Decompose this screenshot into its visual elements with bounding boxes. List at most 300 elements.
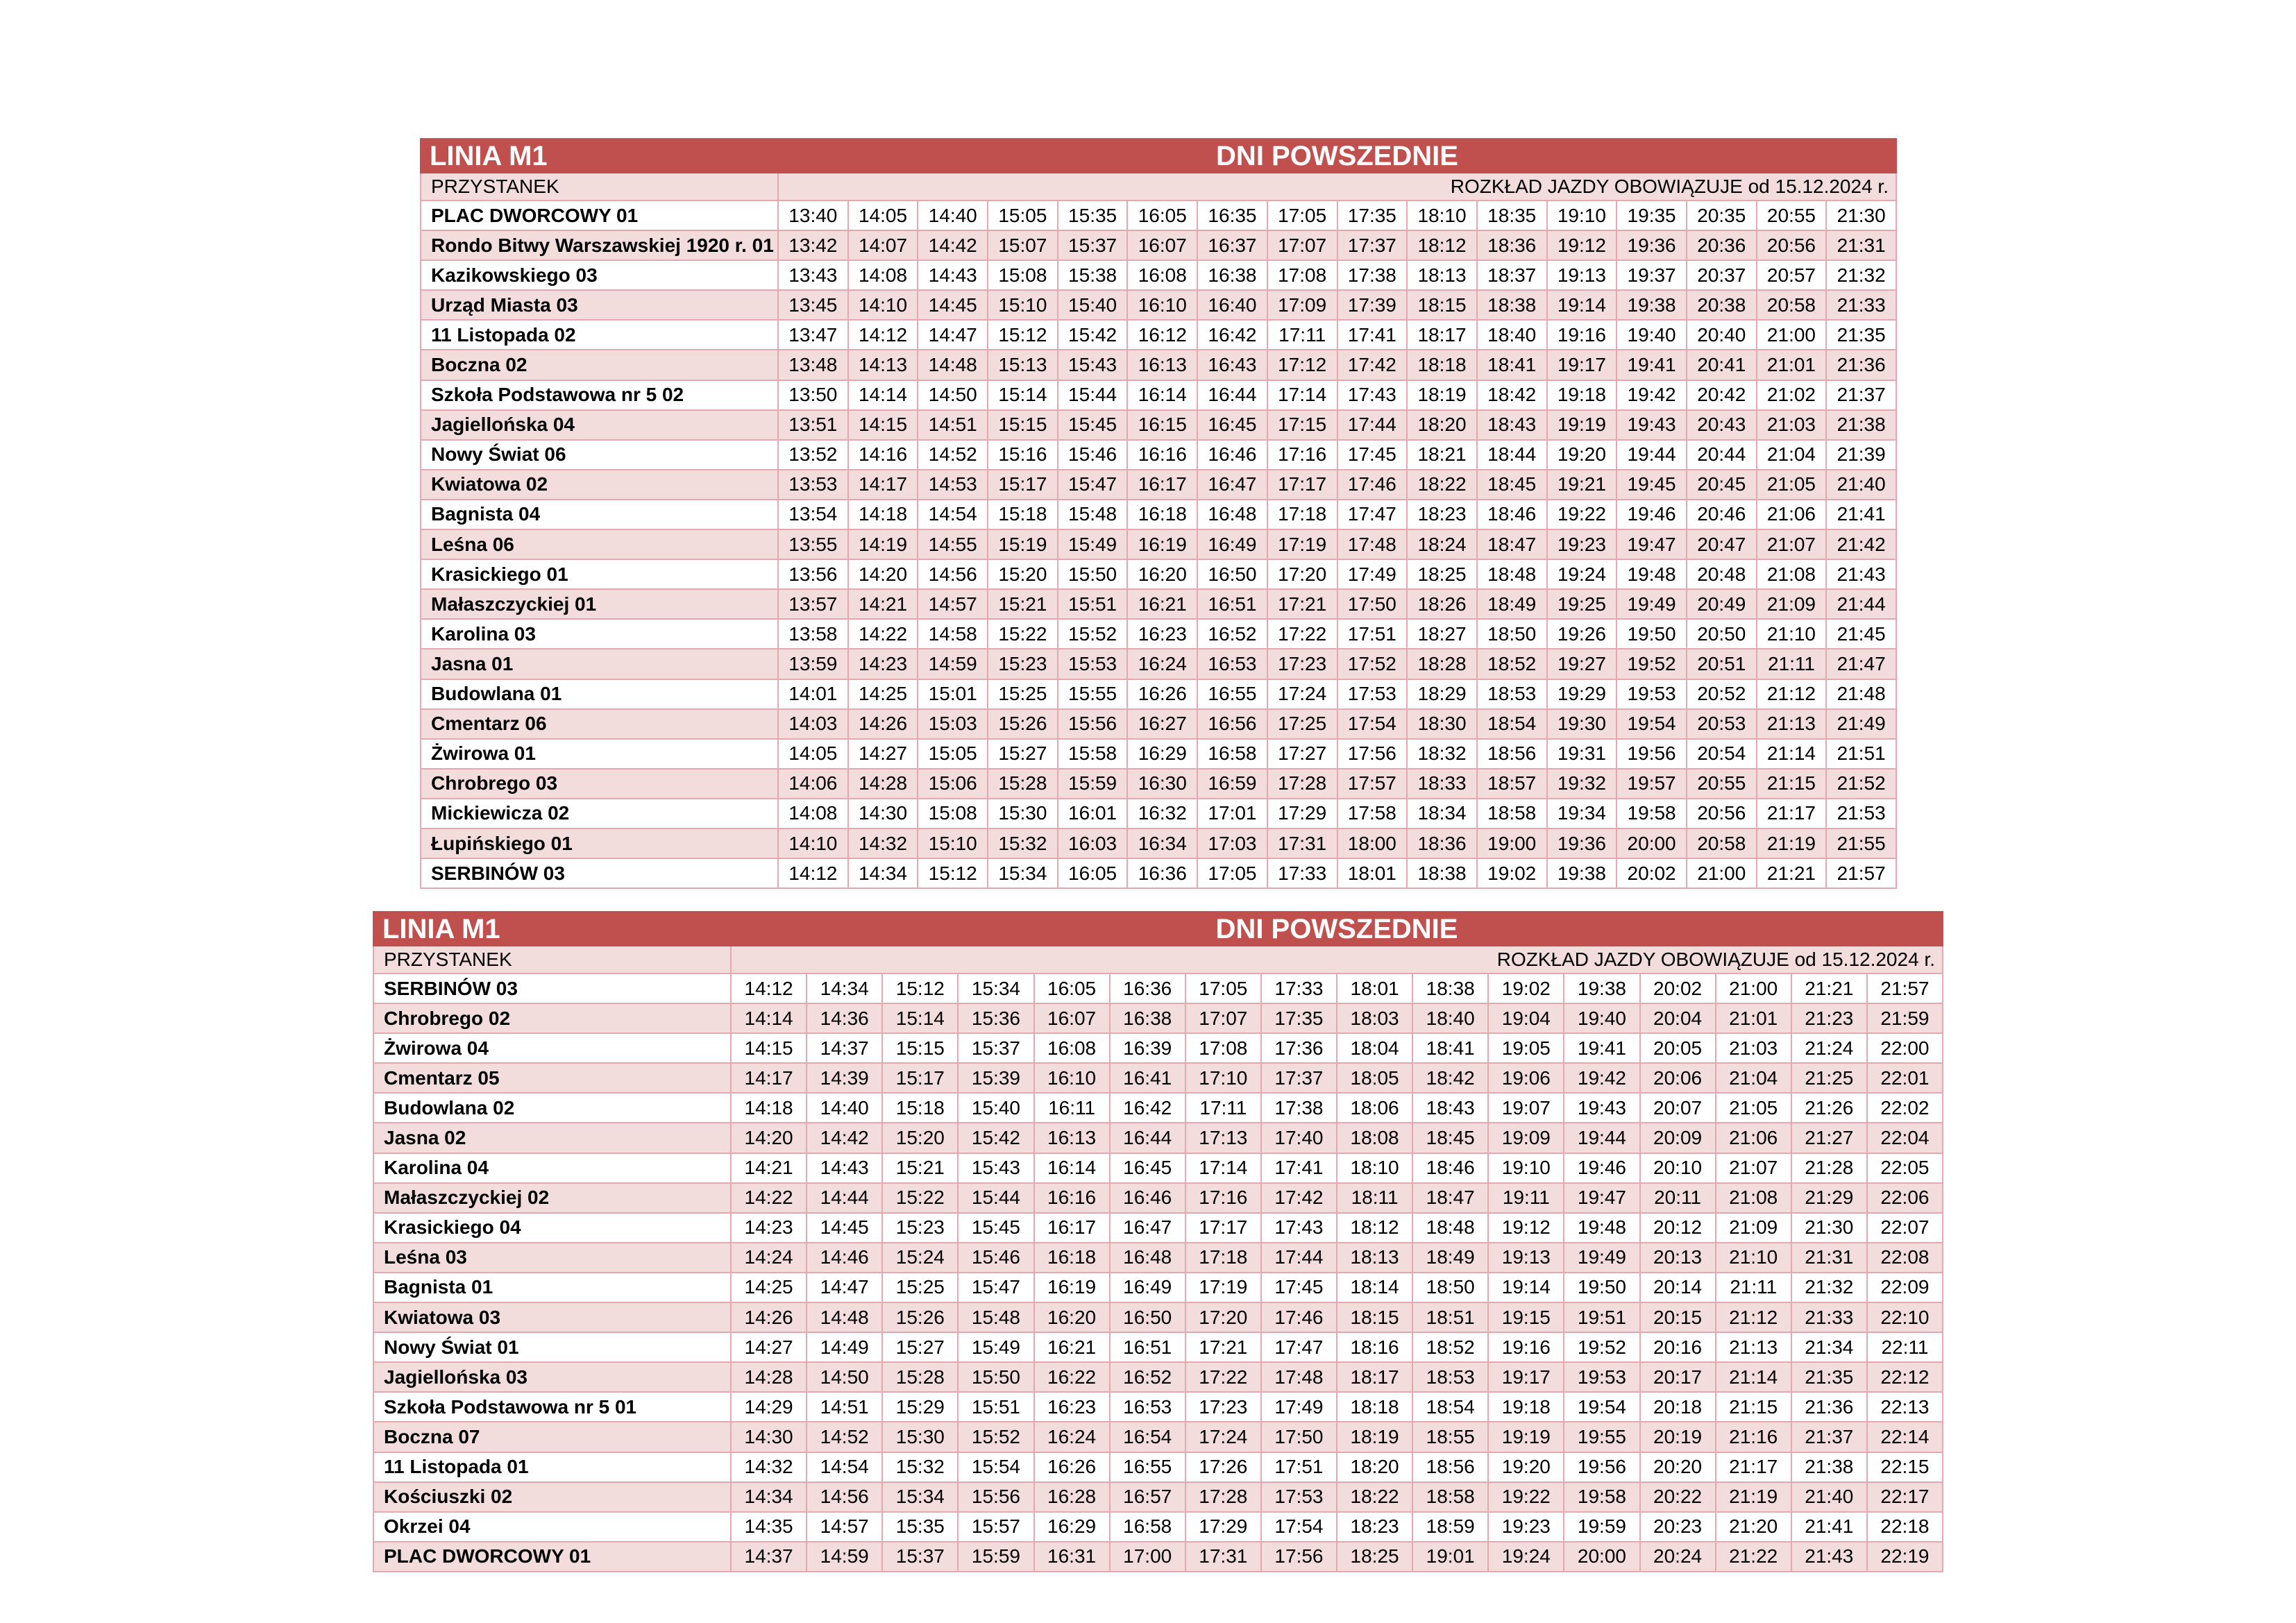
departure-time: 17:16 xyxy=(1267,440,1337,470)
departure-time: 21:14 xyxy=(1757,739,1827,769)
departure-time: 17:44 xyxy=(1261,1243,1337,1273)
departure-time: 15:17 xyxy=(988,470,1058,500)
departure-time: 21:49 xyxy=(1826,709,1896,739)
departure-time: 16:07 xyxy=(1127,230,1197,260)
departure-time: 20:02 xyxy=(1640,974,1716,1003)
departure-time: 19:22 xyxy=(1488,1482,1564,1512)
departure-time: 16:58 xyxy=(1110,1512,1185,1542)
departure-time: 17:50 xyxy=(1261,1422,1337,1452)
table-row xyxy=(421,858,1896,888)
departure-time: 16:27 xyxy=(1127,709,1197,739)
departure-time: 14:16 xyxy=(848,440,918,470)
departure-time: 14:51 xyxy=(918,410,988,440)
departure-time: 18:52 xyxy=(1477,649,1547,679)
departure-time: 15:42 xyxy=(958,1123,1033,1153)
departure-time: 19:12 xyxy=(1547,230,1617,260)
departure-time: 15:52 xyxy=(1058,619,1128,649)
departure-time: 19:47 xyxy=(1564,1183,1639,1213)
departure-time: 18:23 xyxy=(1337,1512,1412,1542)
departure-time: 22:06 xyxy=(1867,1183,1943,1213)
departure-time: 21:36 xyxy=(1826,350,1896,380)
departure-time: 15:34 xyxy=(958,974,1033,1003)
departure-time: 17:50 xyxy=(1337,589,1408,619)
departure-time: 20:44 xyxy=(1687,440,1757,470)
departure-time: 14:43 xyxy=(807,1153,882,1183)
departure-time: 14:18 xyxy=(848,500,918,529)
departure-time: 18:20 xyxy=(1407,410,1477,440)
departure-time: 15:32 xyxy=(882,1452,958,1482)
departure-time: 14:45 xyxy=(807,1213,882,1243)
table-row xyxy=(373,1422,1943,1452)
departure-time: 17:13 xyxy=(1185,1123,1261,1153)
table-row xyxy=(421,679,1896,709)
departure-time: 16:14 xyxy=(1127,380,1197,410)
departure-time: 15:49 xyxy=(958,1332,1033,1362)
departure-time: 14:48 xyxy=(807,1302,882,1332)
departure-time: 21:24 xyxy=(1791,1033,1867,1063)
departure-time: 16:56 xyxy=(1197,709,1267,739)
departure-time: 16:18 xyxy=(1127,500,1197,529)
departure-time: 19:00 xyxy=(1477,829,1547,858)
departure-time: 19:27 xyxy=(1547,649,1617,679)
departure-time: 15:51 xyxy=(958,1392,1033,1422)
departure-time: 16:46 xyxy=(1197,440,1267,470)
departure-time: 15:38 xyxy=(1058,260,1128,290)
departure-time: 15:50 xyxy=(1058,559,1128,589)
departure-time: 18:21 xyxy=(1407,440,1477,470)
departure-time: 18:50 xyxy=(1412,1273,1488,1302)
departure-time: 19:54 xyxy=(1564,1392,1639,1422)
departure-time: 20:38 xyxy=(1687,290,1757,320)
stop-name: Jasna 02 xyxy=(373,1123,731,1153)
departure-time: 22:01 xyxy=(1867,1063,1943,1093)
departure-time: 21:41 xyxy=(1791,1512,1867,1542)
departure-time: 21:10 xyxy=(1757,619,1827,649)
departure-time: 17:29 xyxy=(1185,1512,1261,1542)
departure-time: 17:22 xyxy=(1267,619,1337,649)
departure-time: 20:19 xyxy=(1640,1422,1716,1452)
departure-time: 22:10 xyxy=(1867,1302,1943,1332)
departure-time: 19:41 xyxy=(1564,1033,1639,1063)
departure-time: 13:58 xyxy=(778,619,848,649)
departure-time: 18:06 xyxy=(1337,1093,1412,1123)
departure-time: 18:03 xyxy=(1337,1003,1412,1033)
departure-time: 21:30 xyxy=(1826,201,1896,230)
departure-time: 14:58 xyxy=(918,619,988,649)
departure-time: 20:10 xyxy=(1640,1153,1716,1183)
departure-time: 20:12 xyxy=(1640,1213,1716,1243)
departure-time: 16:47 xyxy=(1197,470,1267,500)
departure-time: 15:18 xyxy=(882,1093,958,1123)
departure-time: 19:16 xyxy=(1547,320,1617,350)
departure-time: 19:14 xyxy=(1488,1273,1564,1302)
departure-time: 19:30 xyxy=(1547,709,1617,739)
departure-time: 15:10 xyxy=(918,829,988,858)
departure-time: 16:44 xyxy=(1197,380,1267,410)
departure-time: 21:16 xyxy=(1716,1422,1791,1452)
departure-time: 16:05 xyxy=(1034,974,1110,1003)
timetable-2 xyxy=(373,911,1943,1572)
departure-time: 15:52 xyxy=(958,1422,1033,1452)
departure-time: 17:16 xyxy=(1185,1183,1261,1213)
table-row xyxy=(373,1003,1943,1033)
departure-time: 19:44 xyxy=(1617,440,1687,470)
departure-time: 20:50 xyxy=(1687,619,1757,649)
departure-time: 21:08 xyxy=(1757,559,1827,589)
departure-time: 22:14 xyxy=(1867,1422,1943,1452)
departure-time: 17:05 xyxy=(1197,858,1267,888)
departure-time: 21:06 xyxy=(1757,500,1827,529)
departure-time: 19:13 xyxy=(1488,1243,1564,1273)
departure-time: 16:53 xyxy=(1197,649,1267,679)
departure-time: 16:48 xyxy=(1110,1243,1185,1273)
departure-time: 15:20 xyxy=(882,1123,958,1153)
departure-time: 19:56 xyxy=(1617,739,1687,769)
departure-time: 19:46 xyxy=(1617,500,1687,529)
departure-time: 15:40 xyxy=(958,1093,1033,1123)
departure-time: 14:13 xyxy=(848,350,918,380)
departure-time: 17:24 xyxy=(1185,1422,1261,1452)
departure-time: 19:17 xyxy=(1547,350,1617,380)
departure-time: 17:20 xyxy=(1267,559,1337,589)
departure-time: 15:28 xyxy=(988,769,1058,799)
departure-time: 18:47 xyxy=(1477,529,1547,559)
departure-time: 18:45 xyxy=(1477,470,1547,500)
departure-time: 16:30 xyxy=(1127,769,1197,799)
departure-time: 16:52 xyxy=(1110,1362,1185,1392)
departure-time: 17:11 xyxy=(1267,320,1337,350)
departure-time: 20:16 xyxy=(1640,1332,1716,1362)
departure-time: 17:58 xyxy=(1337,799,1408,829)
departure-time: 22:17 xyxy=(1867,1482,1943,1512)
departure-time: 15:20 xyxy=(988,559,1058,589)
departure-time: 15:32 xyxy=(988,829,1058,858)
departure-time: 20:55 xyxy=(1687,769,1757,799)
departure-time: 21:59 xyxy=(1867,1003,1943,1033)
timetable-1 xyxy=(420,138,1897,889)
departure-time: 13:51 xyxy=(778,410,848,440)
departure-time: 22:05 xyxy=(1867,1153,1943,1183)
departure-time: 19:38 xyxy=(1564,974,1639,1003)
departure-time: 19:37 xyxy=(1617,260,1687,290)
departure-time: 15:05 xyxy=(988,201,1058,230)
table-row xyxy=(421,470,1896,500)
table-subheader xyxy=(421,173,1896,201)
departure-time: 20:06 xyxy=(1640,1063,1716,1093)
departure-time: 18:59 xyxy=(1412,1512,1488,1542)
departure-time: 14:08 xyxy=(778,799,848,829)
departure-time: 18:05 xyxy=(1337,1063,1412,1093)
departure-time: 17:28 xyxy=(1267,769,1337,799)
departure-time: 21:34 xyxy=(1791,1332,1867,1362)
departure-time: 20:37 xyxy=(1687,260,1757,290)
departure-time: 15:26 xyxy=(988,709,1058,739)
departure-time: 20:18 xyxy=(1640,1392,1716,1422)
departure-time: 19:52 xyxy=(1617,649,1687,679)
departure-time: 14:12 xyxy=(731,974,807,1003)
departure-time: 17:01 xyxy=(1197,799,1267,829)
departure-time: 18:19 xyxy=(1337,1422,1412,1452)
departure-time: 14:50 xyxy=(918,380,988,410)
departure-time: 15:12 xyxy=(988,320,1058,350)
departure-time: 14:14 xyxy=(731,1003,807,1033)
departure-time: 19:24 xyxy=(1547,559,1617,589)
departure-time: 16:23 xyxy=(1127,619,1197,649)
departure-time: 21:40 xyxy=(1791,1482,1867,1512)
departure-time: 17:17 xyxy=(1267,470,1337,500)
departure-time: 16:35 xyxy=(1197,201,1267,230)
departure-time: 16:17 xyxy=(1034,1213,1110,1243)
departure-time: 22:11 xyxy=(1867,1332,1943,1362)
departure-time: 19:19 xyxy=(1547,410,1617,440)
departure-time: 13:42 xyxy=(778,230,848,260)
departure-time: 14:06 xyxy=(778,769,848,799)
departure-time: 21:13 xyxy=(1757,709,1827,739)
departure-time: 17:39 xyxy=(1337,290,1408,320)
departure-time: 14:10 xyxy=(848,290,918,320)
departure-time: 14:15 xyxy=(848,410,918,440)
departure-time: 16:31 xyxy=(1034,1542,1110,1572)
departure-time: 19:01 xyxy=(1412,1542,1488,1572)
departure-time: 15:15 xyxy=(988,410,1058,440)
departure-time: 14:40 xyxy=(918,201,988,230)
departure-time: 20:46 xyxy=(1687,500,1757,529)
departure-time: 15:14 xyxy=(988,380,1058,410)
departure-time: 20:57 xyxy=(1757,260,1827,290)
departure-time: 22:13 xyxy=(1867,1392,1943,1422)
departure-time: 20:36 xyxy=(1687,230,1757,260)
departure-time: 15:37 xyxy=(958,1033,1033,1063)
table-row xyxy=(421,619,1896,649)
departure-time: 16:03 xyxy=(1058,829,1128,858)
stop-name: Okrzei 04 xyxy=(373,1512,731,1542)
departure-time: 14:36 xyxy=(807,1003,882,1033)
departure-time: 20:54 xyxy=(1687,739,1757,769)
departure-time: 16:15 xyxy=(1127,410,1197,440)
departure-time: 17:44 xyxy=(1337,410,1408,440)
departure-time: 16:20 xyxy=(1127,559,1197,589)
departure-time: 19:45 xyxy=(1617,470,1687,500)
departure-time: 19:25 xyxy=(1547,589,1617,619)
table-header xyxy=(373,912,1943,946)
departure-time: 15:21 xyxy=(988,589,1058,619)
departure-time: 18:01 xyxy=(1337,974,1412,1003)
departure-time: 19:23 xyxy=(1488,1512,1564,1542)
departure-time: 21:15 xyxy=(1757,769,1827,799)
departure-time: 17:26 xyxy=(1185,1452,1261,1482)
stop-name: Kazikowskiego 03 xyxy=(421,260,778,290)
departure-time: 15:40 xyxy=(1058,290,1128,320)
departure-time: 19:49 xyxy=(1617,589,1687,619)
table-row xyxy=(373,1033,1943,1063)
departure-time: 14:10 xyxy=(778,829,848,858)
departure-time: 18:12 xyxy=(1337,1213,1412,1243)
departure-time: 21:17 xyxy=(1716,1452,1791,1482)
departure-time: 14:43 xyxy=(918,260,988,290)
departure-time: 21:55 xyxy=(1826,829,1896,858)
departure-time: 14:14 xyxy=(848,380,918,410)
departure-time: 16:05 xyxy=(1127,201,1197,230)
departure-time: 18:25 xyxy=(1407,559,1477,589)
departure-time: 22:07 xyxy=(1867,1213,1943,1243)
departure-time: 16:51 xyxy=(1197,589,1267,619)
departure-time: 17:33 xyxy=(1261,974,1337,1003)
departure-time: 18:08 xyxy=(1337,1123,1412,1153)
departure-time: 16:18 xyxy=(1034,1243,1110,1273)
departure-time: 17:21 xyxy=(1267,589,1337,619)
departure-time: 17:40 xyxy=(1261,1123,1337,1153)
departure-time: 21:35 xyxy=(1826,320,1896,350)
departure-time: 21:30 xyxy=(1791,1213,1867,1243)
departure-time: 19:46 xyxy=(1564,1153,1639,1183)
departure-time: 21:37 xyxy=(1791,1422,1867,1452)
departure-time: 15:26 xyxy=(882,1302,958,1332)
table-row xyxy=(373,1153,1943,1183)
departure-time: 18:12 xyxy=(1407,230,1477,260)
departure-time: 18:47 xyxy=(1412,1183,1488,1213)
departure-time: 15:43 xyxy=(958,1153,1033,1183)
departure-time: 19:42 xyxy=(1617,380,1687,410)
departure-time: 21:29 xyxy=(1791,1183,1867,1213)
table-row xyxy=(421,739,1896,769)
departure-time: 15:22 xyxy=(988,619,1058,649)
departure-time: 15:36 xyxy=(958,1003,1033,1033)
departure-time: 16:16 xyxy=(1127,440,1197,470)
departure-time: 17:45 xyxy=(1337,440,1408,470)
line-name: LINIA M1 xyxy=(421,139,778,173)
departure-time: 20:14 xyxy=(1640,1273,1716,1302)
departure-time: 15:23 xyxy=(882,1213,958,1243)
departure-time: 17:17 xyxy=(1185,1213,1261,1243)
departure-time: 17:43 xyxy=(1337,380,1408,410)
departure-time: 17:46 xyxy=(1261,1302,1337,1332)
departure-time: 21:51 xyxy=(1826,739,1896,769)
departure-time: 21:32 xyxy=(1791,1273,1867,1302)
departure-time: 19:20 xyxy=(1547,440,1617,470)
departure-time: 17:23 xyxy=(1267,649,1337,679)
departure-time: 14:24 xyxy=(731,1243,807,1273)
departure-time: 14:12 xyxy=(778,858,848,888)
stop-name: Jasna 01 xyxy=(421,649,778,679)
departure-time: 15:48 xyxy=(958,1302,1033,1332)
departure-time: 15:16 xyxy=(988,440,1058,470)
departure-time: 20:56 xyxy=(1757,230,1827,260)
departure-time: 19:43 xyxy=(1564,1093,1639,1123)
departure-time: 15:06 xyxy=(918,769,988,799)
departure-time: 18:22 xyxy=(1407,470,1477,500)
departure-time: 19:47 xyxy=(1617,529,1687,559)
departure-time: 21:11 xyxy=(1716,1273,1791,1302)
departure-time: 18:14 xyxy=(1337,1273,1412,1302)
departure-time: 15:44 xyxy=(1058,380,1128,410)
departure-time: 15:03 xyxy=(918,709,988,739)
departure-time: 17:37 xyxy=(1261,1063,1337,1093)
departure-time: 19:11 xyxy=(1488,1183,1564,1213)
stop-name: Urząd Miasta 03 xyxy=(421,290,778,320)
departure-time: 16:54 xyxy=(1110,1422,1185,1452)
departure-time: 18:52 xyxy=(1412,1332,1488,1362)
departure-time: 14:07 xyxy=(848,230,918,260)
departure-time: 17:19 xyxy=(1185,1273,1261,1302)
departure-time: 15:12 xyxy=(882,974,958,1003)
departure-time: 17:21 xyxy=(1185,1332,1261,1362)
departure-time: 17:56 xyxy=(1261,1542,1337,1572)
departure-time: 19:58 xyxy=(1617,799,1687,829)
departure-time: 19:53 xyxy=(1617,679,1687,709)
departure-time: 21:53 xyxy=(1826,799,1896,829)
departure-time: 22:09 xyxy=(1867,1273,1943,1302)
departure-time: 19:35 xyxy=(1617,201,1687,230)
departure-time: 15:47 xyxy=(958,1273,1033,1302)
departure-time: 21:57 xyxy=(1826,858,1896,888)
departure-time: 17:51 xyxy=(1261,1452,1337,1482)
stop-name: Nowy Świat 01 xyxy=(373,1332,731,1362)
departure-time: 16:21 xyxy=(1034,1332,1110,1362)
departure-time: 18:49 xyxy=(1477,589,1547,619)
departure-time: 19:31 xyxy=(1547,739,1617,769)
table-row xyxy=(373,1093,1943,1123)
departure-time: 19:13 xyxy=(1547,260,1617,290)
departure-time: 16:41 xyxy=(1110,1063,1185,1093)
departure-time: 19:18 xyxy=(1547,380,1617,410)
departure-time: 15:50 xyxy=(958,1362,1033,1392)
departure-time: 18:56 xyxy=(1412,1452,1488,1482)
departure-time: 19:17 xyxy=(1488,1362,1564,1392)
departure-time: 21:44 xyxy=(1826,589,1896,619)
departure-time: 18:13 xyxy=(1337,1243,1412,1273)
departure-time: 15:58 xyxy=(1058,739,1128,769)
departure-time: 15:53 xyxy=(1058,649,1128,679)
departure-time: 13:50 xyxy=(778,380,848,410)
departure-time: 16:43 xyxy=(1197,350,1267,380)
departure-time: 14:53 xyxy=(918,470,988,500)
departure-time: 18:46 xyxy=(1477,500,1547,529)
departure-time: 18:42 xyxy=(1412,1063,1488,1093)
departure-time: 14:34 xyxy=(807,974,882,1003)
departure-time: 16:12 xyxy=(1127,320,1197,350)
departure-time: 18:29 xyxy=(1407,679,1477,709)
departure-time: 18:34 xyxy=(1407,799,1477,829)
departure-time: 14:05 xyxy=(778,739,848,769)
departure-time: 16:49 xyxy=(1197,529,1267,559)
departure-time: 14:39 xyxy=(807,1063,882,1093)
departure-time: 21:11 xyxy=(1757,649,1827,679)
departure-time: 16:46 xyxy=(1110,1183,1185,1213)
departure-time: 15:25 xyxy=(988,679,1058,709)
stop-name: SERBINÓW 03 xyxy=(421,858,778,888)
departure-time: 14:55 xyxy=(918,529,988,559)
departure-time: 14:50 xyxy=(807,1362,882,1392)
departure-time: 17:51 xyxy=(1337,619,1408,649)
departure-time: 17:46 xyxy=(1337,470,1408,500)
table-row xyxy=(373,1452,1943,1482)
stop-name: Małaszczyckiej 01 xyxy=(421,589,778,619)
departure-time: 18:24 xyxy=(1407,529,1477,559)
departure-time: 18:15 xyxy=(1337,1302,1412,1332)
departure-time: 18:28 xyxy=(1407,649,1477,679)
departure-time: 18:50 xyxy=(1477,619,1547,649)
departure-time: 21:21 xyxy=(1791,974,1867,1003)
departure-time: 20:15 xyxy=(1640,1302,1716,1332)
departure-time: 14:05 xyxy=(848,201,918,230)
departure-time: 14:48 xyxy=(918,350,988,380)
departure-time: 19:16 xyxy=(1488,1332,1564,1362)
valid-from-note: ROZKŁAD JAZDY OBOWIĄZUJE od 15.12.2024 r. xyxy=(778,173,1896,201)
departure-time: 16:11 xyxy=(1034,1093,1110,1123)
departure-time: 18:58 xyxy=(1477,799,1547,829)
departure-time: 16:39 xyxy=(1110,1033,1185,1063)
departure-time: 19:07 xyxy=(1488,1093,1564,1123)
